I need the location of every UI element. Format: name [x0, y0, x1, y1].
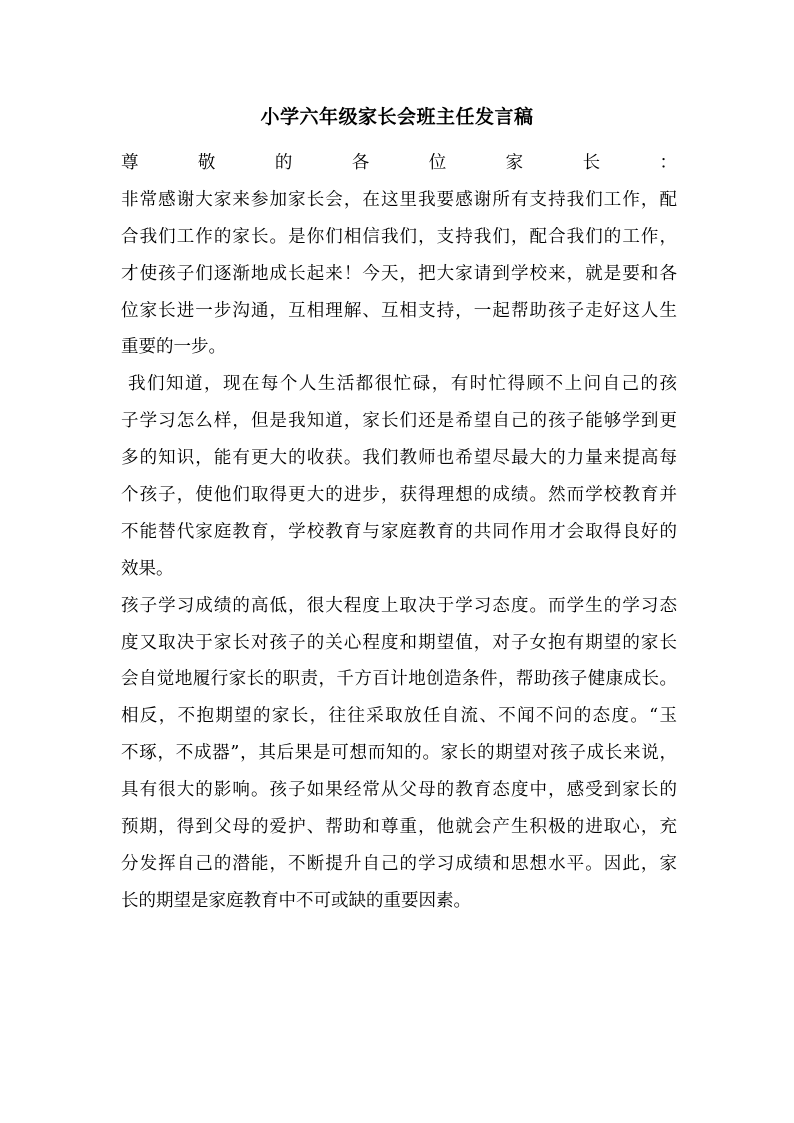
page-title: 小学六年级家长会班主任发言稿	[260, 106, 534, 128]
body-line: 效果。	[121, 558, 174, 579]
document-body	[121, 145, 677, 920]
body-line: 相反，不抱期望的家长，往往采取放任自流、不闻不问的态度。“玉	[121, 706, 677, 727]
body-line: 子学习怎么样，但是我知道，家长们还是希望自己的孩子能够学到更	[121, 411, 677, 432]
body-line: 才使孩子们逐渐地成长起来！今天，把大家请到学校来，就是要和各	[121, 263, 677, 284]
body-line: 非常感谢大家来参加家长会，在这里我要感谢所有支持我们工作，配	[121, 189, 677, 210]
body-line: 我们知道，现在每个人生活都很忙碌，有时忙得顾不上问自己的孩	[121, 374, 677, 395]
body-line: 分发挥自己的潜能，不断提升自己的学习成绩和思想水平。因此，家	[121, 853, 677, 874]
body-line: 多的知识，能有更大的收获。我们教师也希望尽最大的力量来提高每	[121, 448, 677, 469]
body-line: 会自觉地履行家长的职责，千方百计地创造条件，帮助孩子健康成长。	[121, 669, 677, 690]
body-line: 个孩子，使他们取得更大的进步，获得理想的成绩。然而学校教育并	[121, 485, 677, 506]
body-line: 不琢，不成器”，其后果是可想而知的。家长的期望对孩子成长来说，	[121, 743, 677, 764]
body-line: 不能替代家庭教育，学校教育与家庭教育的共同作用才会取得良好的	[121, 521, 677, 542]
body-line-greeting: 尊敬的各位家长：	[121, 153, 677, 173]
body-line: 预期，得到父母的爱护、帮助和尊重，他就会产生积极的进取心，充	[121, 817, 677, 838]
body-line: 度又取决于家长对孩子的关心程度和期望值，对子女抱有期望的家长	[121, 632, 677, 653]
body-line: 合我们工作的家长。是你们相信我们，支持我们，配合我们的工作，	[121, 226, 677, 247]
body-line: 重要的一步。	[121, 337, 226, 358]
body-line: 具有很大的影响。孩子如果经常从父母的教育态度中，感受到家长的	[121, 780, 677, 801]
body-line: 长的期望是家庭教育中不可或缺的重要因素。	[121, 890, 471, 911]
body-line: 孩子学习成绩的高低，很大程度上取决于学习态度。而学生的学习态	[121, 595, 677, 616]
body-line: 位家长进一步沟通，互相理解、互相支持，一起帮助孩子走好这人生	[121, 300, 677, 321]
